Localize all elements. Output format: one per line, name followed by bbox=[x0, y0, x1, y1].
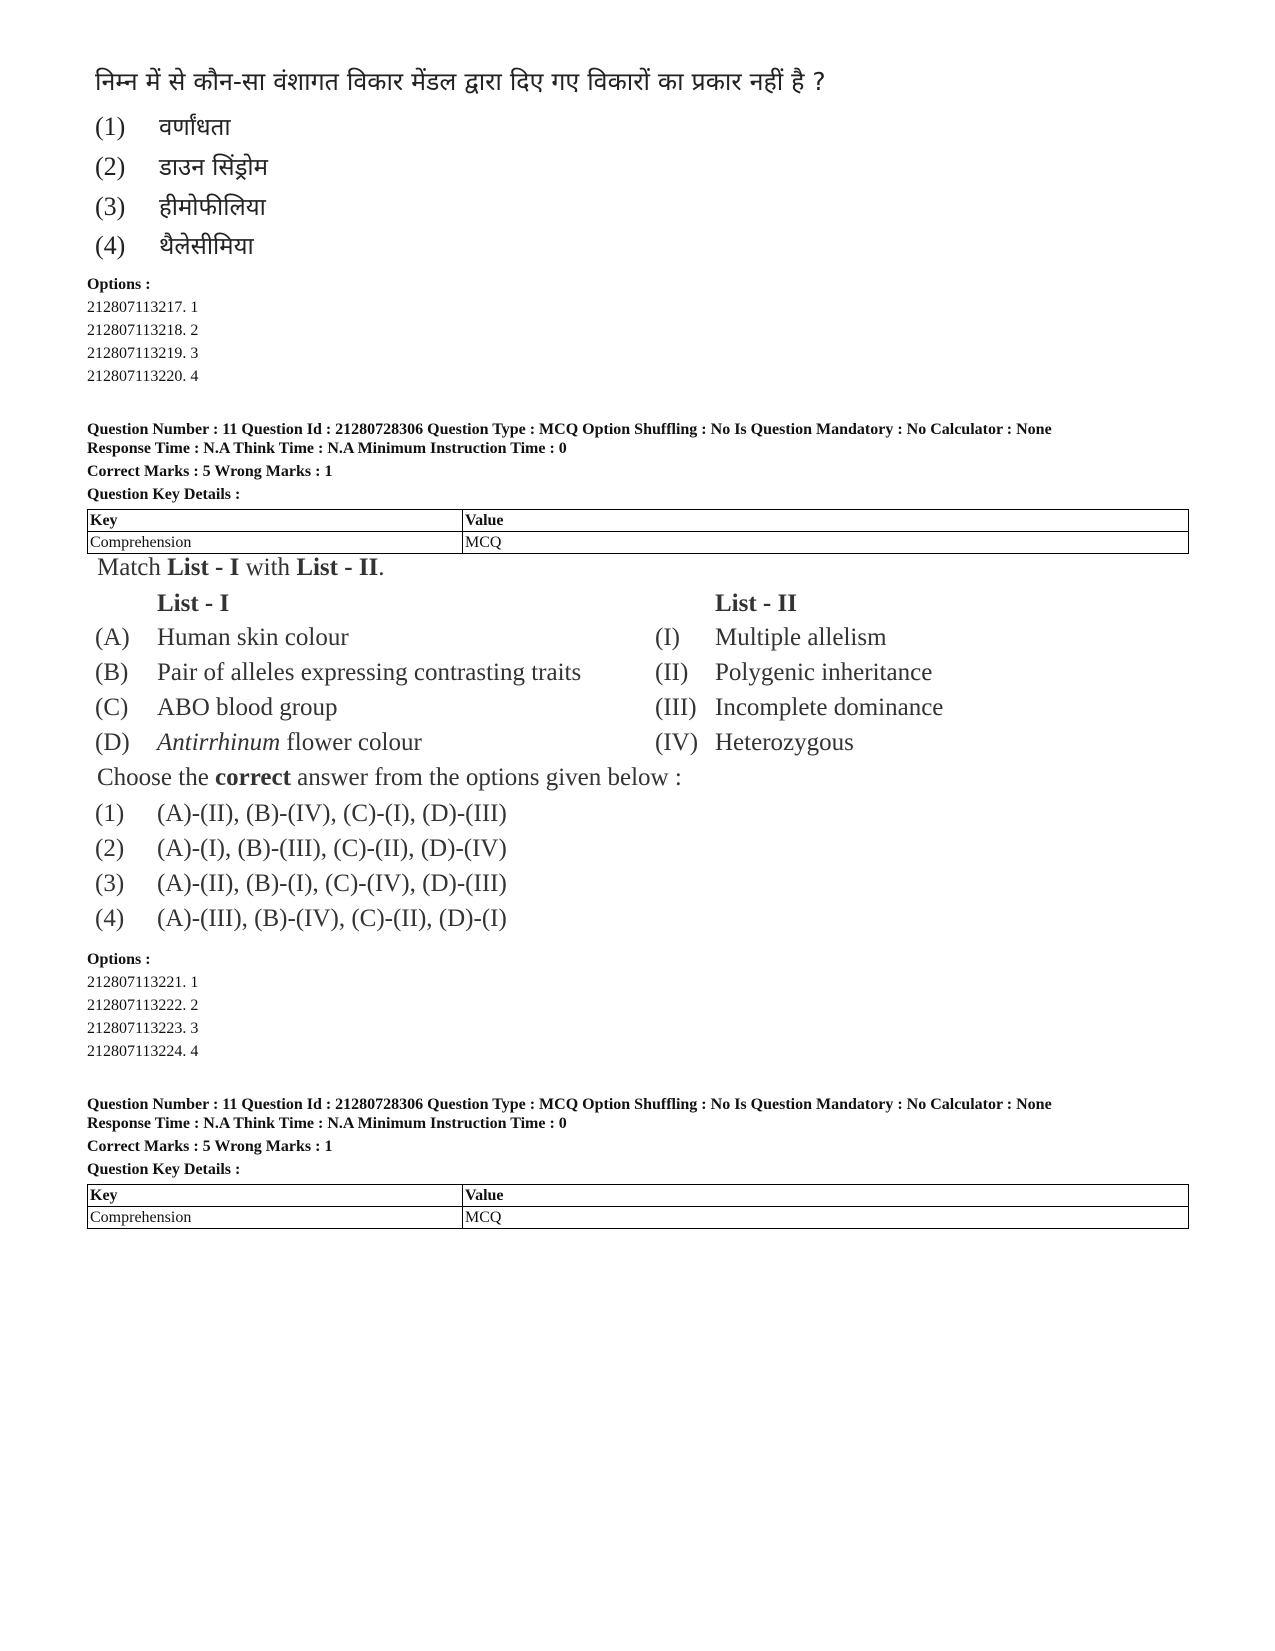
key-details-table bbox=[87, 509, 1189, 554]
species-name: Antirrhinum bbox=[157, 729, 281, 756]
list1-heading: List - I bbox=[157, 590, 230, 617]
choice-text: हीमोफीलिया bbox=[159, 193, 266, 221]
list2-heading: List - II bbox=[715, 590, 797, 617]
choice-text: (A)-(III), (B)-(IV), (C)-(II), (D)-(I) bbox=[157, 905, 507, 932]
table-row bbox=[88, 1207, 1189, 1229]
table-cell-value: MCQ bbox=[463, 532, 1189, 554]
question-meta-line: Response Time : N.A Think Time : N.A Minimum Instruction Time : 0 bbox=[87, 1115, 567, 1132]
list2-item: Multiple allelism bbox=[715, 624, 887, 651]
key-details-label: Question Key Details : bbox=[87, 486, 241, 503]
match-text: . bbox=[378, 554, 385, 581]
question-meta-line: Response Time : N.A Think Time : N.A Minimum Instruction Time : 0 bbox=[87, 440, 567, 457]
choice-number: (3) bbox=[95, 192, 126, 221]
option-id: 212807113223. 3 bbox=[87, 1020, 199, 1037]
match-text: with bbox=[239, 554, 297, 581]
list2-label: (III) bbox=[655, 694, 697, 721]
list1-label: (D) bbox=[95, 729, 130, 756]
question-meta-line: Question Number : 11 Question Id : 21280728306 Question Type : MCQ Option Shuffling : No Is Question Mandatory : No Calculator : None bbox=[87, 1096, 1052, 1113]
choose-instruction bbox=[97, 764, 682, 792]
table-header-row bbox=[88, 510, 1189, 532]
options-label: Options : bbox=[87, 276, 151, 293]
match-list2: List - II bbox=[296, 554, 379, 581]
choice-text: (A)-(II), (B)-(IV), (C)-(I), (D)-(III) bbox=[157, 800, 507, 827]
choice-2 bbox=[95, 150, 268, 183]
key-details-label: Question Key Details : bbox=[87, 1161, 241, 1178]
choice-text: (A)-(I), (B)-(III), (C)-(II), (D)-(IV) bbox=[157, 835, 507, 862]
list1-label: (C) bbox=[95, 694, 129, 721]
list2-label: (II) bbox=[655, 659, 689, 686]
choice-4 bbox=[95, 229, 254, 262]
list1-item-rest: flower colour bbox=[280, 729, 422, 756]
option-id: 212807113218. 2 bbox=[87, 322, 199, 339]
list1-item: ABO blood group bbox=[157, 694, 338, 721]
table-header-value: Value bbox=[463, 1185, 1189, 1207]
list1-item bbox=[157, 729, 422, 757]
option-id: 212807113217. 1 bbox=[87, 299, 199, 316]
list1-item: Pair of alleles expressing contrasting traits bbox=[157, 659, 582, 686]
choice-number: (2) bbox=[95, 152, 126, 181]
match-instruction bbox=[97, 554, 385, 582]
choice-1 bbox=[95, 110, 231, 143]
match-list1: List - I bbox=[167, 554, 240, 581]
match-text: Match bbox=[97, 554, 168, 581]
choice-number: (2) bbox=[95, 835, 125, 862]
table-header-row bbox=[88, 1185, 1189, 1207]
table-cell-value: MCQ bbox=[463, 1207, 1189, 1229]
table-header-value: Value bbox=[463, 510, 1189, 532]
choice-number: (4) bbox=[95, 231, 126, 260]
table-cell-key: Comprehension bbox=[88, 532, 463, 554]
options-label: Options : bbox=[87, 951, 151, 968]
choose-text: answer from the options given below : bbox=[290, 764, 682, 791]
list2-label: (I) bbox=[655, 624, 680, 651]
choice-number: (4) bbox=[95, 905, 125, 932]
choice-number: (3) bbox=[95, 870, 125, 897]
question-text: निम्न में से कौन-सा वंशागत विकार मेंडल द्वारा दिए गए विकारों का प्रकार नहीं है ? bbox=[95, 67, 826, 96]
choice-number: (1) bbox=[95, 800, 125, 827]
list2-item: Polygenic inheritance bbox=[715, 659, 933, 686]
option-id: 212807113221. 1 bbox=[87, 974, 199, 991]
option-id: 212807113220. 4 bbox=[87, 368, 199, 385]
choice-text: डाउन सिंड्रोम bbox=[159, 153, 269, 181]
list2-label: (IV) bbox=[655, 729, 699, 756]
table-header-key: Key bbox=[88, 1185, 463, 1207]
marks-line: Correct Marks : 5 Wrong Marks : 1 bbox=[87, 1138, 333, 1155]
choose-text: Choose the bbox=[97, 764, 216, 791]
choice-text: थैलेसीमिया bbox=[159, 232, 254, 260]
list1-item: Human skin colour bbox=[157, 624, 349, 651]
table-cell-key: Comprehension bbox=[88, 1207, 463, 1229]
question-meta-line: Question Number : 11 Question Id : 21280728306 Question Type : MCQ Option Shuffling : No Is Question Mandatory : No Calculator : None bbox=[87, 421, 1052, 438]
option-id: 212807113224. 4 bbox=[87, 1043, 199, 1060]
choose-bold: correct bbox=[215, 764, 291, 791]
choice-text: वर्णांधता bbox=[159, 113, 231, 141]
marks-line: Correct Marks : 5 Wrong Marks : 1 bbox=[87, 463, 333, 480]
list2-item: Heterozygous bbox=[715, 729, 854, 756]
option-id: 212807113219. 3 bbox=[87, 345, 199, 362]
choice-3 bbox=[95, 190, 266, 223]
choice-text: (A)-(II), (B)-(I), (C)-(IV), (D)-(III) bbox=[157, 870, 507, 897]
option-id: 212807113222. 2 bbox=[87, 997, 199, 1014]
list1-label: (A) bbox=[95, 624, 130, 651]
key-details-table bbox=[87, 1184, 1189, 1229]
table-row bbox=[88, 532, 1189, 554]
table-header-key: Key bbox=[88, 510, 463, 532]
list1-label: (B) bbox=[95, 659, 129, 686]
list2-item: Incomplete dominance bbox=[715, 694, 944, 721]
choice-number: (1) bbox=[95, 112, 126, 141]
